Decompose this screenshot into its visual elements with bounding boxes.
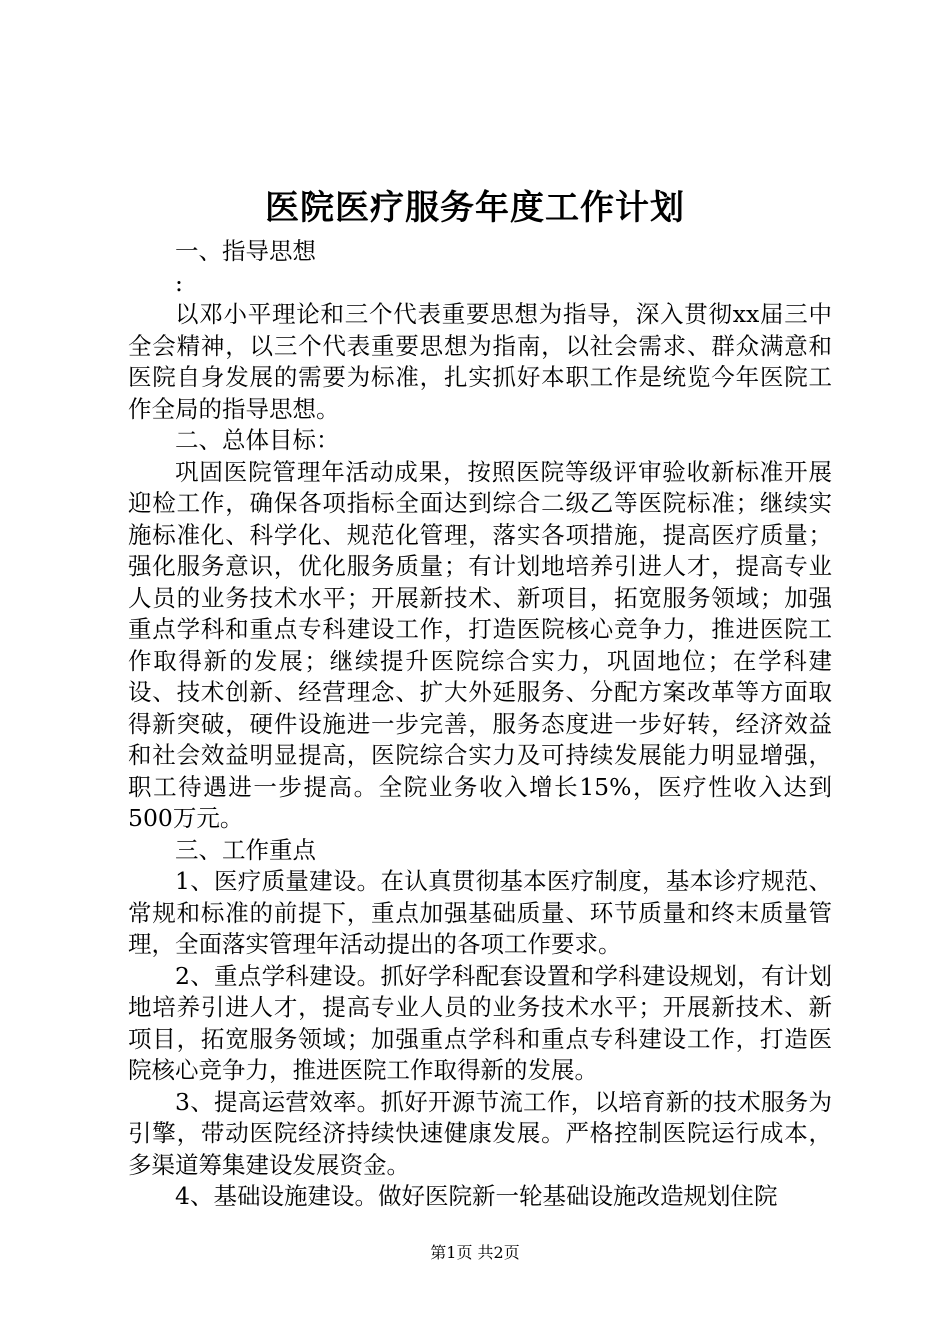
paragraph-operating-efficiency: 3、提高运营效率。抓好开源节流工作，以培育新的技术服务为引擎，带动医院经济持续快速健康发展。严格控制医院运行成本，多渠道筹集建设发展资金。 [128, 1087, 832, 1179]
section-heading-overall-goals: 二、总体目标： [175, 426, 340, 454]
colon-line: : [175, 268, 183, 297]
document-body [128, 236, 832, 1213]
paragraph-medical-quality: 1、医疗质量建设。在认真贯彻基本医疗制度，基本诊疗规范、常规和标准的前提下，重点加强基础质量、环节质量和终末质量管理，全面落实管理年活动提出的各项工作要求。 [128, 867, 832, 958]
paragraph-overall-goals: 巩固医院管理年活动成果，按照医院等级评审验收新标准开展迎检工作，确保各项指标全面达到综合二级乙等医院标准；继续实施标准化、科学化、规范化管理，落实各项措施，提高医疗质量；强化服务意识，优化服务质量；有计划地培养引进人才，提高专业人员的业务技术水平；开展新技术、新项目，拓宽服务领域；加强重点学科和重点专科建设工作，打造医院核心竞争力，推进医院工作取得新的发展；继续提升医院综合实力，巩固地位；在学科建设、技术创新、经营理念、扩大外延服务、分配方案改革等方面取得新突破，硬件设施进一步完善，服务态度进一步好转，经济效益和社会效益明显提高，医院综合实力及可持续发展能力明显增强，职工待遇进一步提高。全院业务收入增长15%，医疗性收入达到500万元。 [128, 457, 832, 832]
page-footer: 第1页 共2页 [430, 1243, 520, 1262]
paragraph-guiding-ideology: 以邓小平理论和三个代表重要思想为指导，深入贯彻xx届三中全会精神，以三个代表重要思想为指南，以社会需求、群众满意和医院自身发展的需要为标准，扎实抓好本职工作是统览今年医院工作全局的指导思想。 [128, 300, 832, 423]
section-heading-guiding-ideology: 一、指导思想 [175, 237, 316, 265]
paragraph-key-disciplines: 2、重点学科建设。抓好学科配套设置和学科建设规划，有计划地培养引进人才，提高专业人员的业务技术水平；开展新技术、新项目，拓宽服务领域；加强重点学科和重点专科建设工作，打造医院核心竞争力，推进医院工作取得新的发展。 [128, 961, 832, 1084]
document-title: 医院医疗服务年度工作计划 [265, 188, 685, 228]
paragraph-infrastructure: 4、基础设施建设。做好医院新一轮基础设施改造规划住院 [175, 1182, 778, 1210]
section-heading-work-focus: 三、工作重点 [175, 835, 316, 864]
